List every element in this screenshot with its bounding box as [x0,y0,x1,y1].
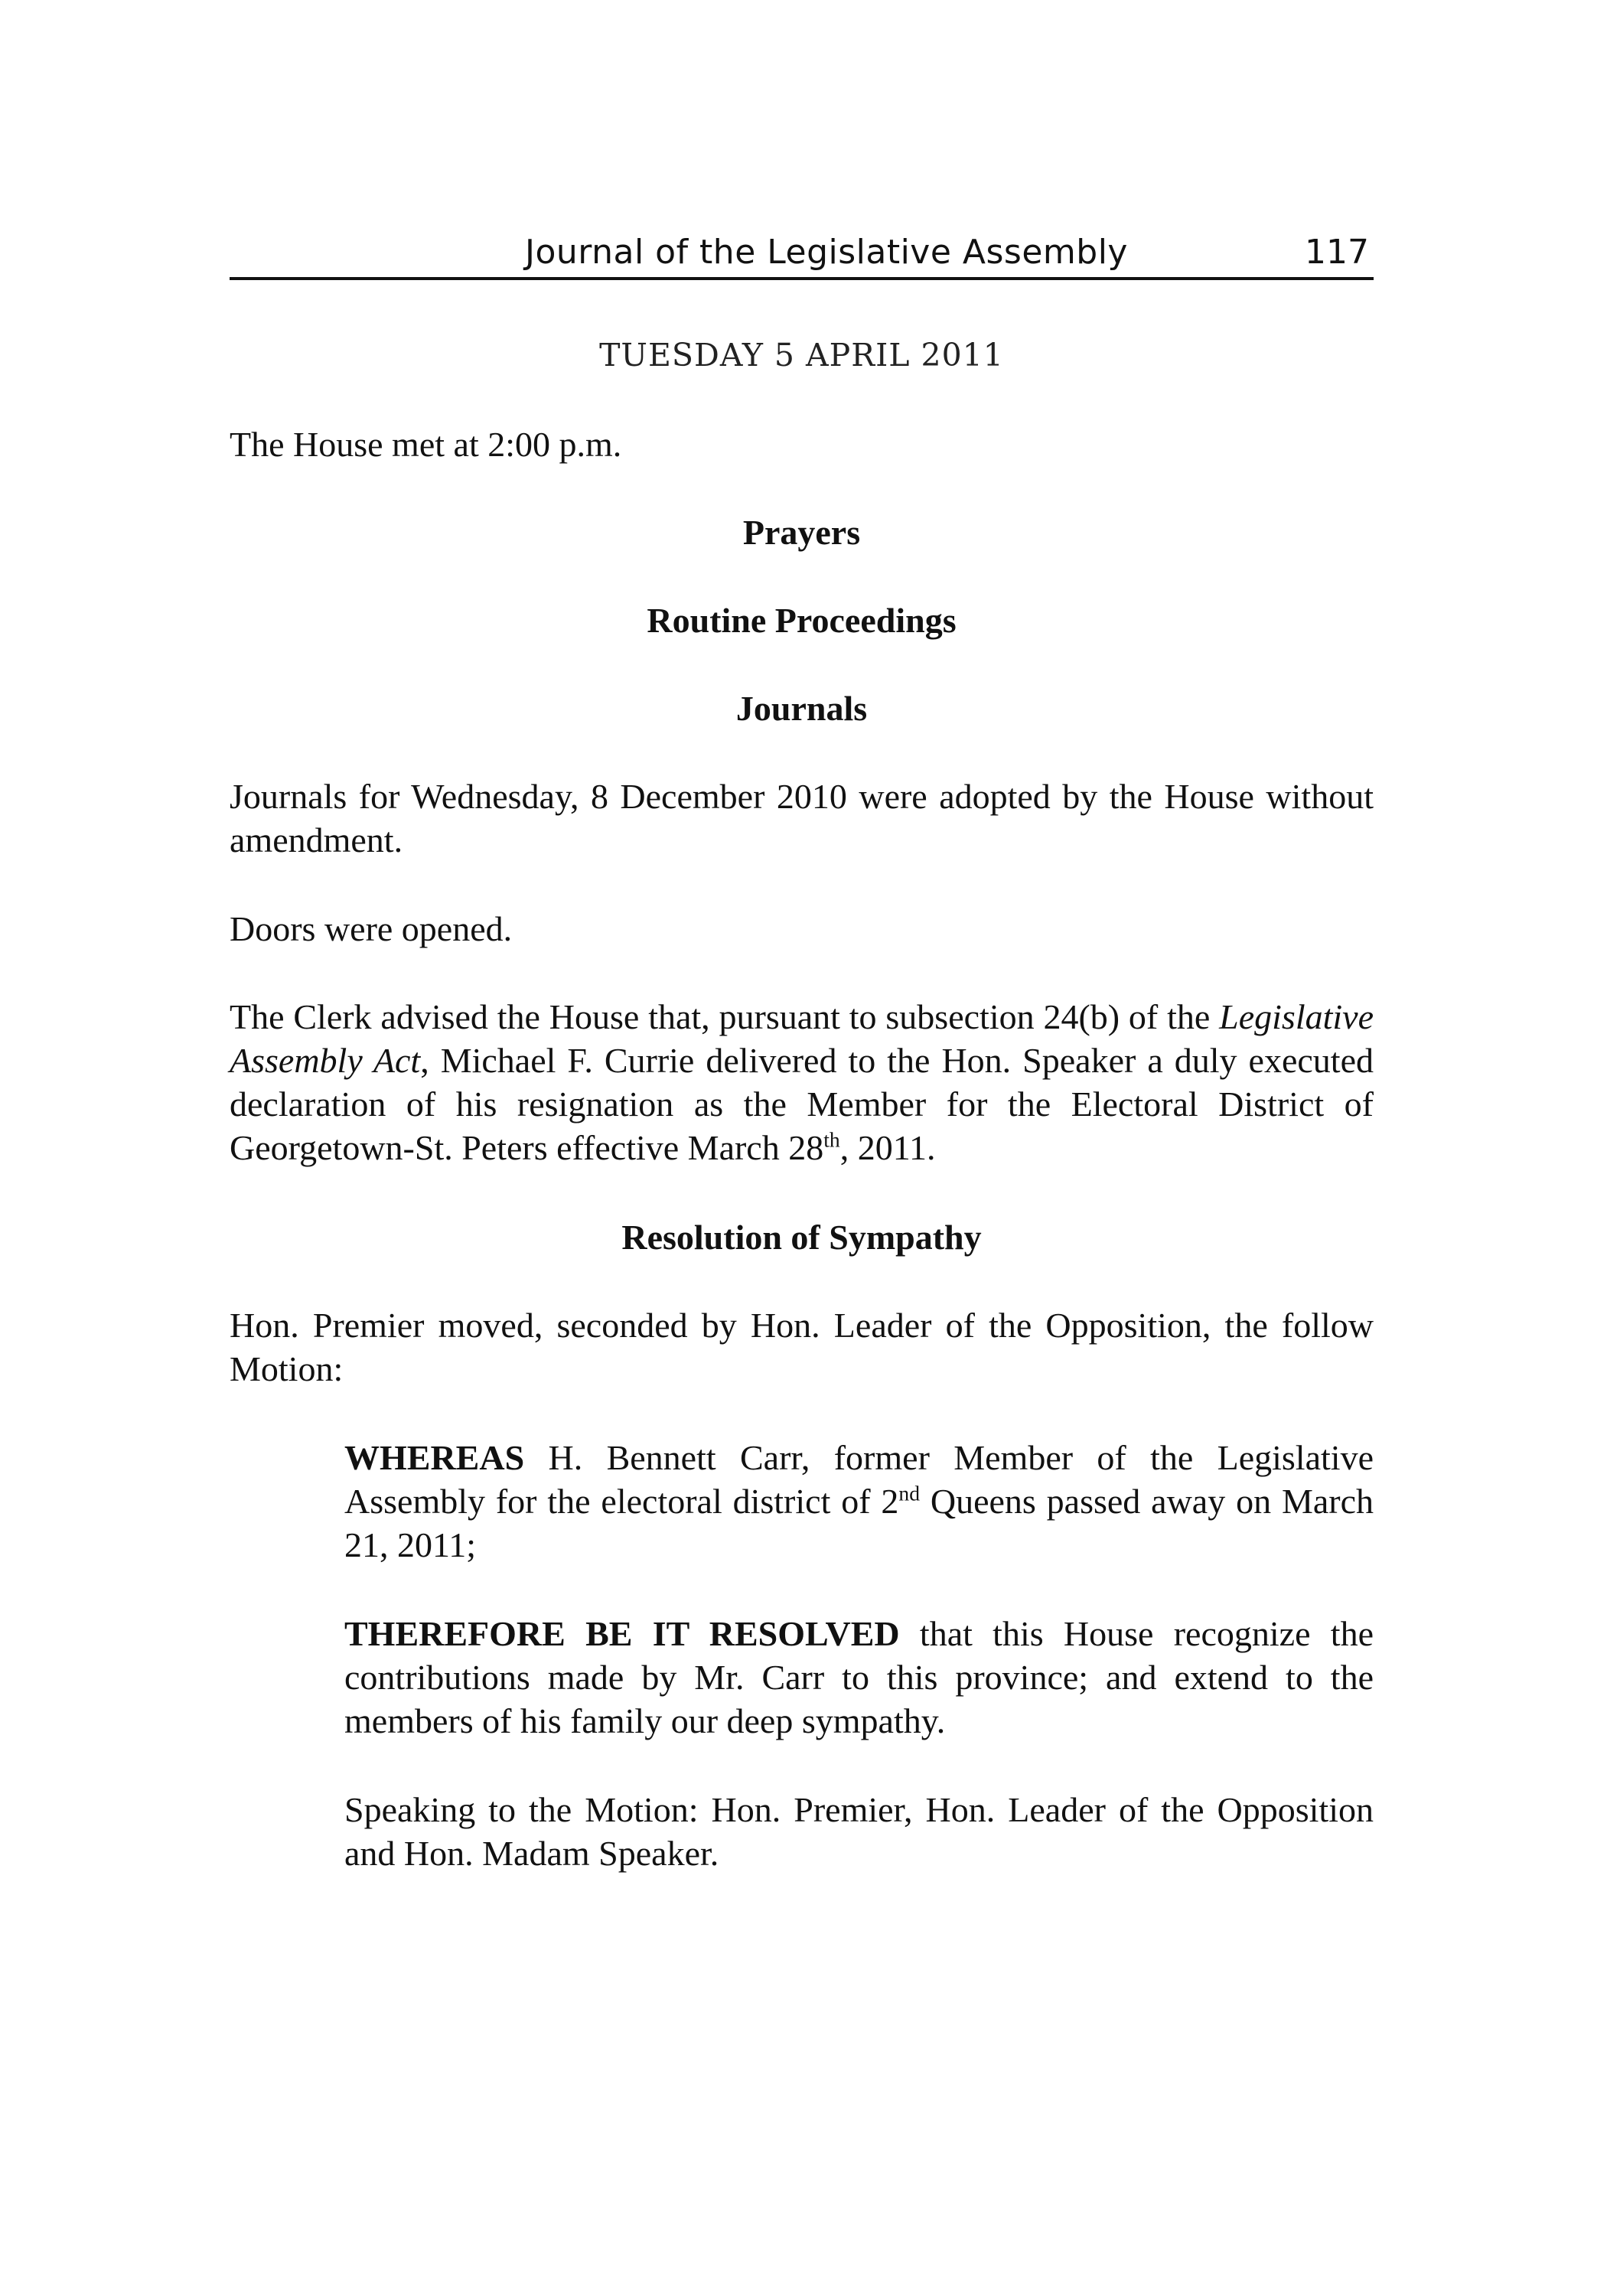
resolved-keyword: THEREFORE BE IT RESOLVED [344,1614,900,1653]
running-header [230,230,1374,280]
clerk-text-part1: The Clerk advised the House that, pursuant to subsection 24(b) of the [230,997,1220,1036]
journals-paragraph: Journals for Wednesday, 8 December 2010 were adopted by the House without amendment. [230,777,1374,859]
heading-resolution-of-sympathy: Resolution of Sympathy [621,1218,982,1257]
resolved-paragraph [344,1612,1374,1743]
ordinal-suffix: th [823,1127,840,1152]
heading-journals: Journals [735,689,868,728]
speaking-paragraph: Speaking to the Motion: Hon. Premier, Hon. Leader of the Opposition and Hon. Madam Speaker. [344,1790,1374,1873]
whereas-paragraph [344,1436,1374,1567]
act-name: Legislative Assembly Act [230,997,1374,1080]
heading-routine-proceedings: Routine Proceedings [647,601,957,640]
whereas-keyword: WHEREAS [344,1438,525,1477]
clerk-paragraph [230,995,1374,1169]
resolved-text: that this House recognize the contributions made by Mr. Carr to this province; and extend to the members of his family our deep sympathy. [344,1614,1374,1740]
motion-intro-paragraph: Hon. Premier moved, seconded by Hon. Leader of the Opposition, the follow Motion: [230,1306,1374,1388]
whereas-text-part2: Queens passed away on March 21, 2011; [344,1482,1374,1564]
clerk-text-part3: , 2011. [839,1128,936,1167]
meeting-time-paragraph: The House met at 2:00 p.m. [230,425,622,464]
clerk-text-part2: , Michael F. Currie delivered to the Hon. Speaker a duly executed declaration of his resignation as the Member for the Electoral District of Georgetown-St. Peters effective March 28 [230,1041,1374,1167]
ordinal-suffix: nd [898,1481,920,1505]
whereas-text-part1: H. Bennett Carr, former Member of the Legislative Assembly for the electoral district of 2 [344,1438,1374,1521]
doors-paragraph: Doors were opened. [230,909,513,948]
sitting-date: TUESDAY 5 APRIL 2011 [599,337,1004,373]
page-number: 117 [1305,233,1369,272]
heading-prayers: Prayers [742,513,861,552]
journal-title: Journal of the Legislative Assembly [525,233,1128,272]
